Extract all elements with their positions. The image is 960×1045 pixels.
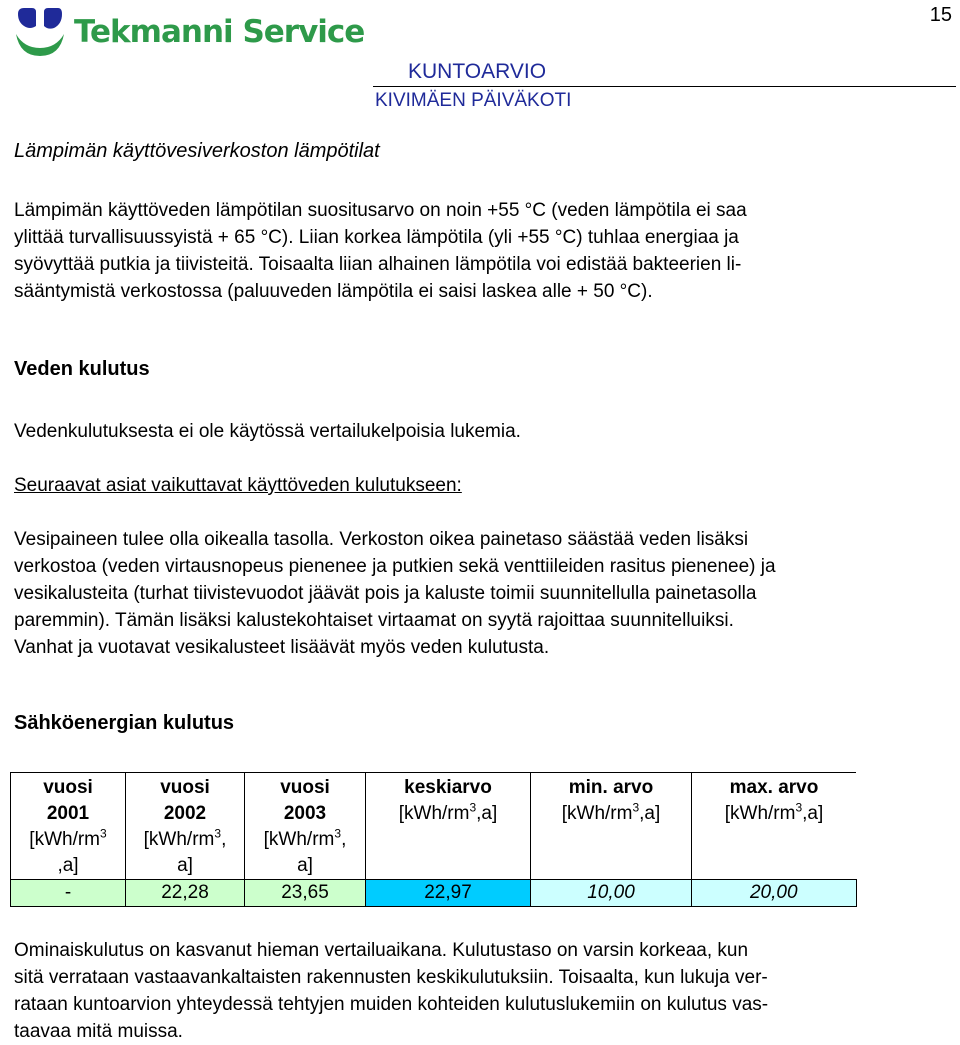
text-line: sitä verrataan vastaavankaltaisten rakennusten keskikulutuksiin. Toisaalta, kun lukuja ver- [14,967,768,988]
document-subtitle: KIVIMÄEN PÄIVÄKOTI [375,90,572,111]
cell-2003: 23,65 [245,880,366,907]
cell-min: 10,00 [531,880,692,907]
paragraph-water-intro: Vedenkulutuksesta ei ole käytössä vertailukelpoisia lukemia. [14,421,521,442]
header-divider [373,86,956,87]
header-year-2003: vuosi 2003 [$kWh/rm^3$, a] [245,773,366,880]
text-line: syövyttää putkia ja tiivisteitä. Toisaalta liian alhainen lämpötila voi edistää bakteerien li- [14,254,742,275]
text-line: paremmin). Tämän lisäksi kalustekohtaiset virtaamat on syytä rajoittaa suunnitelluiksi. [14,610,734,631]
header-min-value: min. arvo $[kWh/rm^3,a]$ [531,773,692,880]
electricity-consumption-table [10,772,857,907]
text-line: taavaa mitä muissa. [14,1021,183,1042]
paragraph-water-pressure [14,526,949,661]
text-line: Vanhat ja vuotavat vesikalusteet lisäävät myös veden kulutusta. [14,637,550,658]
header-max-value: max. arvo $[kWh/rm^3,a]$ [692,773,857,880]
text-line: ylittää turvallisuussyistä + 65 °C). Liian korkea lämpötila (yli +55 °C) tuhlaa energiaa ja [14,227,739,248]
header-year-2002: vuosi 2002 [$kWh/rm^3$, a] [126,773,245,880]
underlined-subheading: Seuraavat asiat vaikuttavat käyttöveden kulutukseen: [14,475,462,496]
text-line: sääntymistä verkostossa (paluuveden lämpötila ei saisi laskea alle + 50 °C). [14,281,653,302]
header-average: keskiarvo $[kWh/rm^3,a]$ [366,773,531,880]
logo-text: Tekmanni Service [74,14,365,50]
text-line: vesikalusteita (turhat tiivistevuodot jäävät pois ja kaluste toimii suunnitellulla painetasolla [14,583,757,604]
document-title: KUNTOARVIO [408,60,547,83]
section-heading-electricity: Sähköenergian kulutus [14,712,235,734]
company-logo [12,2,364,62]
text-line: Vesipaineen tulee olla oikealla tasolla. Verkoston oikea painetaso säästää veden lisäksi [14,529,749,550]
table-row [11,880,857,907]
cell-2001: - [11,880,126,907]
text-line: Ominaiskulutus on kasvanut hieman vertailuaikana. Kulutustaso on varsin korkeaa, kun [14,940,749,961]
section-heading-hot-water-temps: Lämpimän käyttövesiverkoston lämpötilat [14,140,380,162]
section-heading-water-consumption: Veden kulutus [14,358,150,380]
cell-max: 20,00 [692,880,857,907]
paragraph-electricity-summary [14,937,949,1045]
cell-average: 22,97 [366,880,531,907]
text-line: verkostoa (veden virtausnopeus pienenee ja putkien sekä venttiileiden rasitus pienenee) ja [14,556,776,577]
text-line: Lämpimän käyttöveden lämpötilan suositusarvo on noin +55 °C (veden lämpötila ei saa [14,200,747,221]
cell-2002: 22,28 [126,880,245,907]
header-year-2001: vuosi 2001 [$kWh/rm^3$ ,a] [11,773,126,880]
logo-emblem-icon [12,4,68,60]
text-line: rataan kuntoarvion yhteydessä tehtyjen muiden kohteiden kulutuslukemiin on kulutus vas- [14,994,769,1015]
page-number: 15 [929,4,952,26]
paragraph-hot-water [14,197,949,305]
table-header-row [11,773,857,880]
